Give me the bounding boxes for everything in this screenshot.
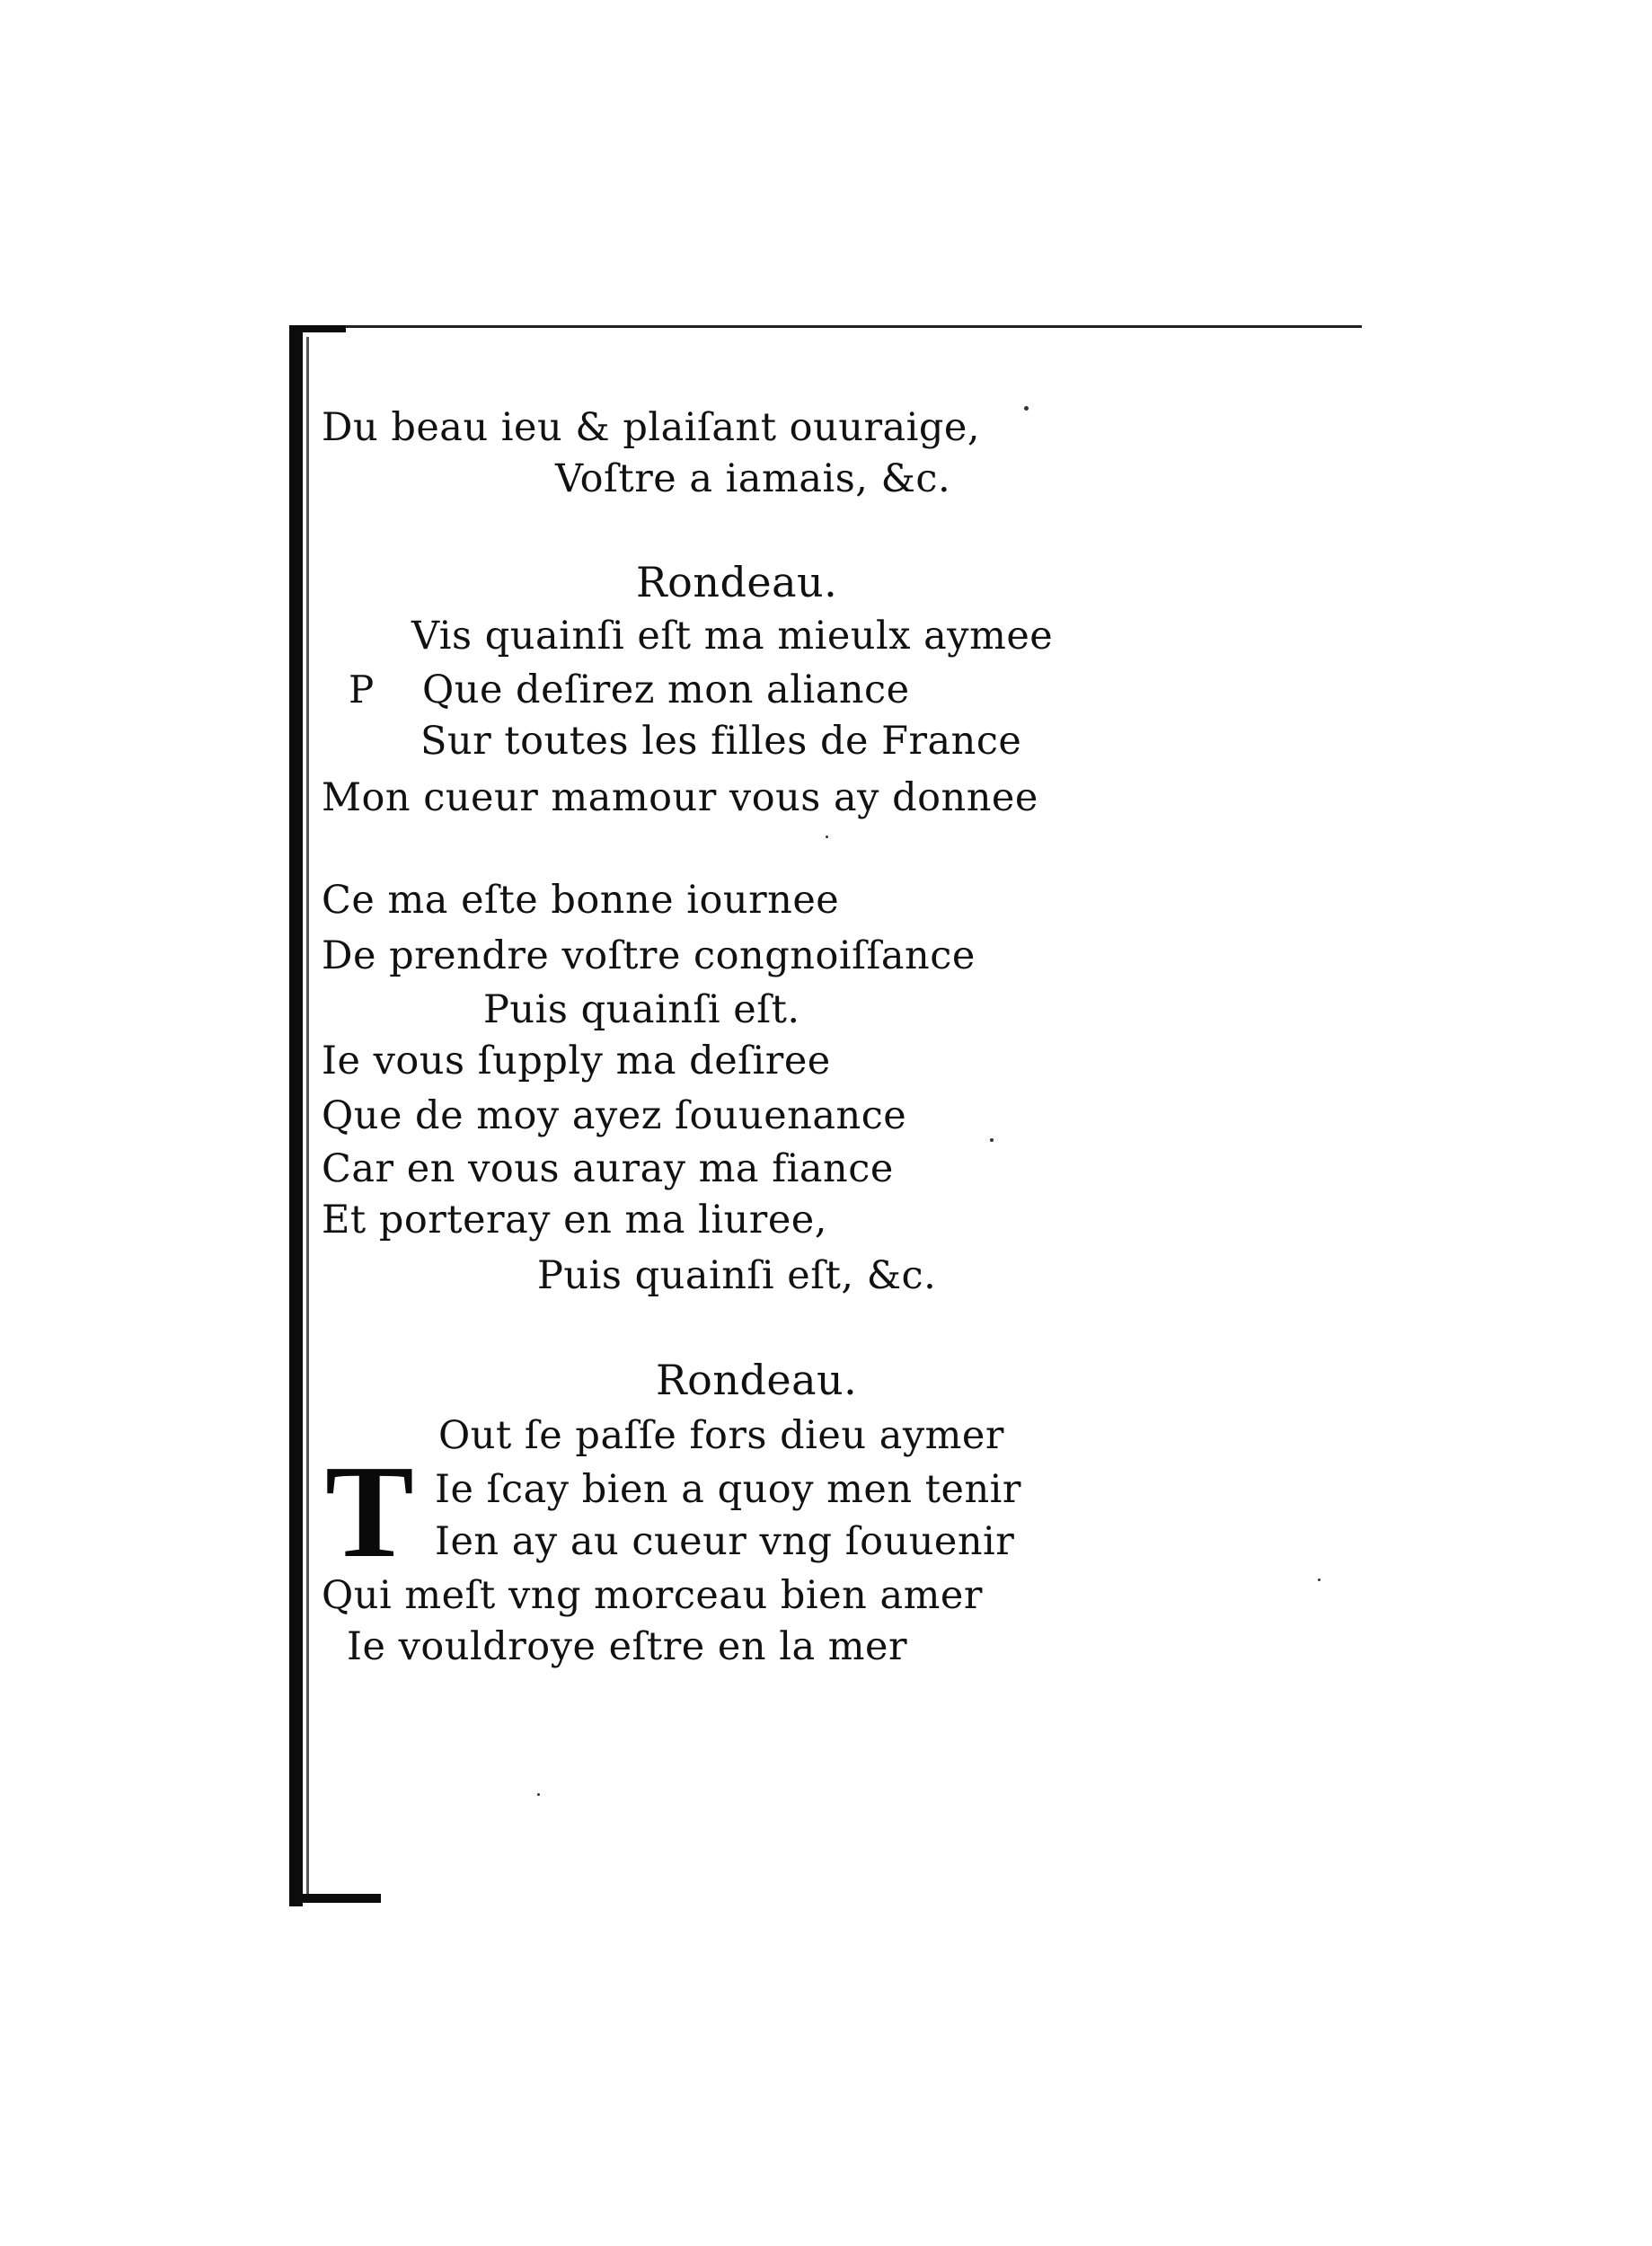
verse-line: Car en vous auray ma fiance bbox=[322, 1146, 894, 1191]
verse-line: Ien ay au cueur vng ſouuenir bbox=[435, 1519, 1015, 1564]
ink-speck bbox=[990, 1138, 994, 1142]
margin-letter: P bbox=[349, 668, 375, 712]
rondeau-heading: Rondeau. bbox=[656, 1356, 858, 1404]
verse-line: Puis quainſi eſt. bbox=[483, 987, 800, 1032]
verse-line: De prendre voſtre congnoiſſance bbox=[322, 933, 976, 978]
ink-speck bbox=[1318, 1578, 1321, 1581]
verse-line: Mon cueur mamour vous ay donnee bbox=[322, 775, 1038, 820]
verse-line: Ie vous ſupply ma deſiree bbox=[322, 1039, 831, 1083]
verse-line: Qui meſt vng morceau bien amer bbox=[322, 1573, 983, 1618]
verse-line: Puis quainſi eſt, &c. bbox=[537, 1253, 937, 1298]
left-rule-inner bbox=[306, 337, 309, 1896]
drop-cap: T bbox=[325, 1438, 414, 1586]
verse-line: Et porteray en ma liuree, bbox=[322, 1198, 827, 1242]
verse-line: Vis quainſi eſt ma mieulx aymee bbox=[411, 614, 1054, 659]
verse-line: Que deſirez mon aliance bbox=[422, 668, 910, 712]
verse-line: Que de moy ayez ſouuenance bbox=[322, 1093, 907, 1138]
verse-line: Du beau ieu & plaiſant ouuraige, bbox=[322, 405, 981, 450]
ink-speck bbox=[826, 836, 828, 838]
verse-line: Voſtre a iamais, &c. bbox=[555, 456, 951, 501]
ink-speck bbox=[537, 1793, 540, 1796]
top-rule bbox=[293, 325, 1362, 328]
left-rule bbox=[289, 325, 303, 1906]
ink-speck bbox=[1024, 406, 1029, 411]
verse-line: Out ſe paſſe fors dieu aymer bbox=[438, 1413, 1004, 1458]
verse-line: Ce ma eſte bonne iournee bbox=[322, 878, 840, 923]
bottom-bracket bbox=[293, 1894, 381, 1903]
verse-line: Sur toutes les filles de France bbox=[420, 719, 1022, 764]
top-bracket bbox=[296, 325, 346, 341]
rondeau-heading: Rondeau. bbox=[636, 558, 838, 606]
verse-line: Ie vouldroye eſtre en la mer bbox=[347, 1624, 908, 1669]
verse-line: Ie ſcay bien a quoy men tenir bbox=[435, 1467, 1021, 1512]
